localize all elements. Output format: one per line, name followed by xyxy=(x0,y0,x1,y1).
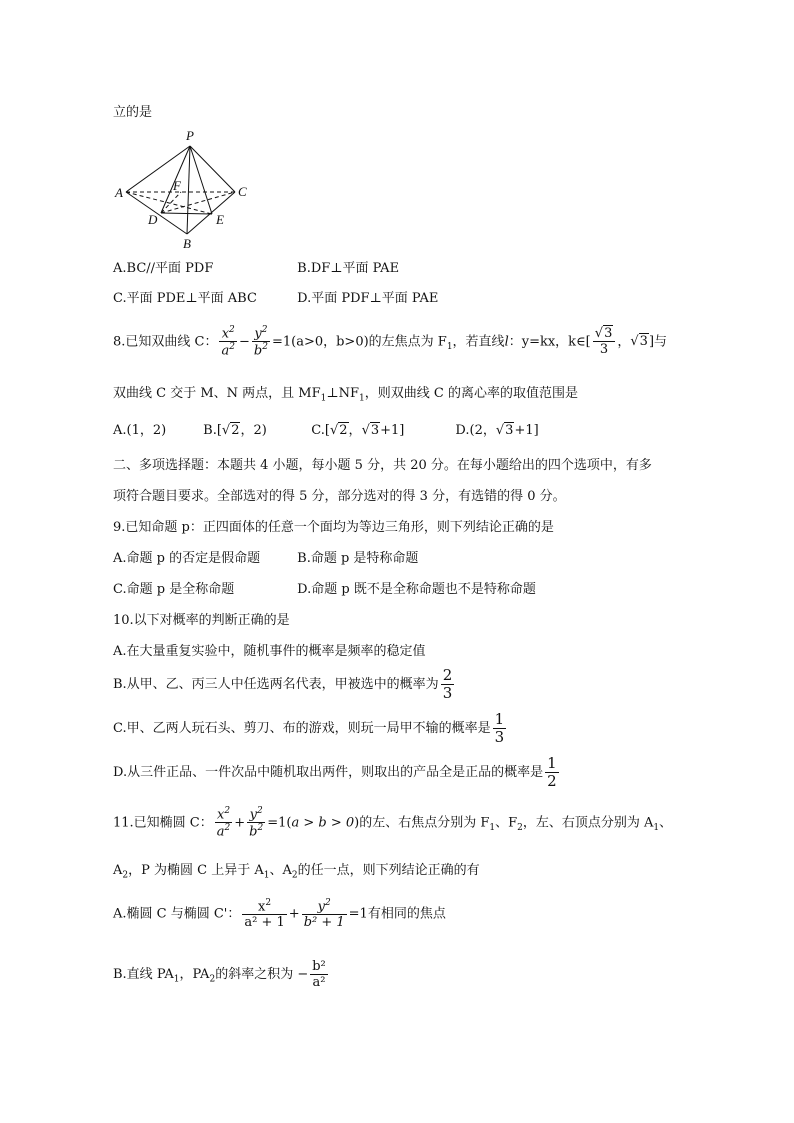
q9-options-row2 xyxy=(113,583,536,596)
q9-option-d[interactable]: D.命题 p 既不是全称命题也不是特称命题 xyxy=(297,582,536,597)
q7-tail: 立的是 xyxy=(113,105,153,120)
q8-frac-x: $\frac{x^2}{a^2}$ xyxy=(221,325,235,359)
label-D: D xyxy=(148,212,158,227)
q8-option-a[interactable]: A.(1，2) xyxy=(113,423,167,438)
q10-option-c[interactable]: C.甲、乙两人玩石头、剪刀、布的游戏，则玩一局甲不输的概率是 $\frac{1}{3}$ xyxy=(113,710,505,746)
q8-option-d[interactable]: D.(2，√3+1] xyxy=(455,423,539,438)
q9-options-row1 xyxy=(113,552,418,565)
q8-frac-y: $\frac{y^2}{b^2}$ xyxy=(253,325,268,359)
q11-option-b[interactable]: B.直线 $PA_1$，$PA_2$的斜率之积为 − $\frac{\text{b²}}{\text{a²}}$ xyxy=(113,959,326,990)
q8-stem-line2: 双曲线 C 交于 M、N 两点，且 $MF_1\perp NF_1$，则双曲线 C 的离心率的取值范围是 xyxy=(113,386,578,404)
label-A: A xyxy=(115,185,123,200)
q8-options xyxy=(113,424,539,437)
q7-option-b[interactable]: B.DF⊥平面 PAE xyxy=(297,261,400,276)
label-P: P xyxy=(186,128,194,143)
q9-option-a[interactable]: A.命题 p 的否定是假命题 xyxy=(113,551,261,566)
label-B: B xyxy=(183,236,191,251)
q9-stem: 9.已知命题 p：正四面体的任意一个面均为等边三角形，则下列结论正确的是 xyxy=(113,520,554,535)
q8-option-b[interactable]: B.[√2，2) xyxy=(203,423,267,438)
pyramid-figure xyxy=(113,126,263,254)
label-E: E xyxy=(216,212,224,227)
q7-option-d[interactable]: D.平面 PDF⊥平面 PAE xyxy=(297,291,439,306)
q8-stem-line1: 8.已知双曲线 C： $\frac{x^2}{a^2}$ − $\frac{y^2}{b^2}$ =1(a>0，b>0)的左焦点为 $F_1$，若直线l：y=kx，k∈[ $\frac{√3}{3}$ ，√3]与 xyxy=(113,325,668,359)
q8-mid: =1(a>0，b>0)的左焦点为 F xyxy=(271,334,447,350)
label-F: F xyxy=(173,178,181,193)
q10-option-d[interactable]: D.从三件正品、一件次品中随机取出两件，则取出的产品全是正品的概率是 $\frac{1}{2}$ xyxy=(113,754,557,790)
q9-option-b[interactable]: B.命题 p 是特称命题 xyxy=(297,551,419,566)
q7-options-row1 xyxy=(113,262,399,275)
q8-frac-sqrt3: $\frac{√3}{3}$ xyxy=(593,327,616,356)
q8-option-c[interactable]: C.[√2，√3+1] xyxy=(311,423,405,438)
q10-option-a[interactable]: A.在大量重复实验中，随机事件的概率是频率的稳定值 xyxy=(113,644,426,659)
section2-line2: 项符合题目要求。全部选对的得 5 分，部分选对的得 3 分，有选错的得 0 分。 xyxy=(113,489,566,504)
q11-option-a[interactable]: A.椭圆 C 与椭圆 C'： $\frac{x^2}{\text{a² + 1}}$ + $\frac{y^2}{\text{b² + 1}}$ =1有相同的焦点 xyxy=(113,898,446,931)
q8-sqrt3: √3 xyxy=(630,334,648,350)
q9-option-c[interactable]: C.命题 p 是全称命题 xyxy=(113,582,235,597)
q10-stem: 10.以下对概率的判断正确的是 xyxy=(113,613,290,628)
q7-option-c[interactable]: C.平面 PDE⊥平面 ABC xyxy=(113,291,257,306)
section2-line1: 二、多项选择题：本题共 4 小题，每小题 5 分，共 20 分。在每小题给出的四个选项中，有多 xyxy=(113,458,652,473)
q11-stem-line1: 11.已知椭圆 C： $\frac{x^2}{a^2}$ + $\frac{y^2}{b^2}$ =1(a > b > 0)的左、右焦点分别为 $F_1$、$F_2$，左、右顶点分别为 $A_1$、 xyxy=(113,806,673,840)
q8-prefix: 8.已知双曲线 C： xyxy=(113,334,218,350)
q7-option-a[interactable]: A.BC//平面 PDF xyxy=(113,261,214,276)
q11-stem-line2: $A_2$，P 为椭圆 C 上异于 $A_1$、$A_2$的任一点，则下列结论正确的有 xyxy=(113,863,480,881)
label-C: C xyxy=(238,184,247,199)
q7-options-row2 xyxy=(113,292,438,305)
q10-option-b[interactable]: B.从甲、乙、丙三人中任选两名代表，甲被选中的概率为 $\frac{2}{3}$ xyxy=(113,666,453,702)
